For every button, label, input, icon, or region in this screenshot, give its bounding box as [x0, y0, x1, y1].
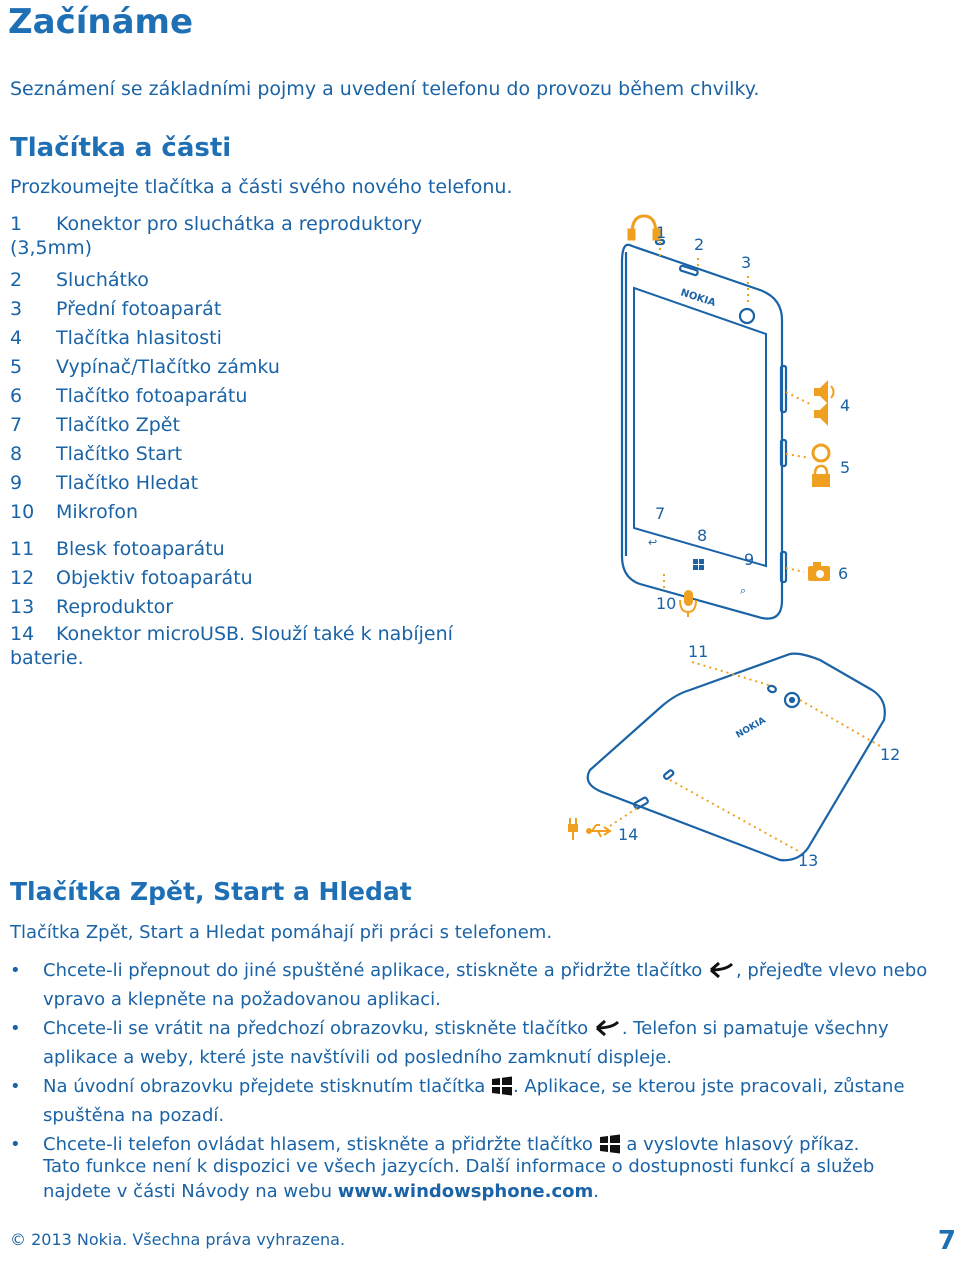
windowsphone-link[interactable]: www.windowsphone.com: [337, 1181, 594, 1202]
callout-11: 11: [688, 642, 709, 661]
list-item: 9 Tlačítko Hledat: [10, 472, 199, 494]
callout-1: 1: [656, 223, 667, 242]
power-icon: [813, 445, 829, 461]
callout-5: 5: [840, 458, 851, 477]
front-camera: [740, 309, 754, 323]
list-item: 14 Konektor microUSB. Slouží také k nabíjení baterie.: [10, 623, 453, 669]
list-item: 11 Blesk fotoaparátu: [10, 538, 225, 560]
bullet-dot: •: [10, 1076, 21, 1097]
usb-icon: [586, 825, 610, 837]
callout-10: 10: [656, 594, 677, 613]
callout-3: 3: [741, 253, 752, 272]
tips-list: [10, 958, 955, 1165]
lock-icon: [812, 466, 830, 487]
list-item: 1 Konektor pro sluchátka a reproduktory (3,5mm): [10, 213, 423, 259]
camera-icon: [808, 562, 830, 581]
headphones-icon: [629, 216, 659, 239]
camera-button: [781, 552, 786, 582]
section-lead: Tlačítka Zpět, Start a Hledat pomáhají při práci s telefonem.: [10, 922, 553, 943]
volume-up-icon: [814, 380, 828, 404]
list-item: • Chcete-li telefon ovládat hlasem, stiskněte a přidržte tlačítko a vyslovte hlasový příkaz.: [10, 1132, 955, 1161]
list-item: 13 Reproduktor: [10, 596, 174, 618]
microphone-icon: [680, 590, 696, 617]
flash: [767, 685, 777, 693]
section-heading-buttons: Tlačítka Zpět, Start a Hledat: [10, 877, 412, 906]
power-button: [781, 440, 786, 466]
phone-screen: [634, 288, 766, 566]
intro-text: Seznámení se základními pojmy a uvedení telefonu do provozu během chvilky.: [10, 78, 760, 100]
charger-icon: [568, 818, 578, 840]
phone-diagram: [540, 200, 960, 880]
callout-14: 14: [618, 825, 639, 844]
list-item: 10 Mikrofon: [10, 501, 139, 523]
list-item: • Chcete-li přepnout do jiné spuštěné aplikace, stiskněte a přidržte tlačítko , přejeďte vlevo nebo vpravo a klepněte na požadovanou aplikaci.: [10, 960, 928, 1010]
callout-4: 4: [840, 396, 851, 415]
page-title: Začínáme: [8, 2, 194, 42]
brand-back: NOKIA: [734, 715, 768, 741]
list-item: 12 Objektiv fotoaparátu: [10, 567, 253, 589]
section-heading-parts: Tlačítka a části: [10, 133, 232, 163]
volume-buttons: [781, 366, 786, 412]
bullet-dot: •: [10, 1018, 21, 1039]
page-number: 7: [937, 1226, 956, 1256]
copyright-footer: © 2013 Nokia. Všechna práva vyhrazena.: [10, 1230, 346, 1249]
callout-13: 13: [798, 851, 819, 870]
list-item: 3 Přední fotoaparát: [10, 298, 222, 320]
callout-6: 6: [838, 564, 849, 583]
volume-down-icon: [814, 402, 828, 426]
callout-12: 12: [880, 745, 901, 764]
callout-8: 8: [697, 526, 708, 545]
list-item: 2 Sluchátko: [10, 269, 149, 291]
callout-2: 2: [694, 235, 705, 254]
start-glyph: [693, 559, 704, 570]
back-icon: [708, 960, 736, 987]
windows-start-icon: [491, 1076, 513, 1103]
parts-list: [10, 212, 480, 676]
list-item: • Chcete-li se vrátit na předchozí obrazovku, stiskněte tlačítko . Telefon si pamatuje všechny aplikace a weby, které jste navštívili od posledního zamknutí displeje.: [10, 1018, 889, 1068]
bullet-dot: •: [10, 960, 21, 981]
brand-front: NOKIA: [679, 287, 717, 310]
bullet-dot: •: [10, 1134, 21, 1155]
search-glyph: ⌕: [740, 584, 747, 597]
availability-note: Tato funkce není k dispozici ve všech jazycích. Další informace o dostupnosti funkcí a služeb najdete v části Návody na webu www.windowsphone.com.: [43, 1156, 875, 1202]
list-item: 6 Tlačítko fotoaparátu: [10, 385, 248, 407]
list-item: 5 Vypínač/Tlačítko zámku: [10, 356, 280, 378]
back-glyph: ↩: [648, 536, 658, 549]
callout-7: 7: [655, 504, 666, 523]
callout-9: 9: [744, 550, 755, 569]
back-icon: [594, 1018, 622, 1045]
loudspeaker: [663, 769, 674, 779]
list-item: 8 Tlačítko Start: [10, 443, 183, 465]
list-item: • Na úvodní obrazovku přejdete stisknutím tlačítka . Aplikace, se kterou jste pracovali, zůstane spuštěna na pozadí.: [10, 1076, 905, 1126]
usb-port: [633, 797, 648, 809]
list-item: 7 Tlačítko Zpět: [10, 414, 180, 436]
list-item: 4 Tlačítka hlasitosti: [10, 327, 222, 349]
section-subtitle: Prozkoumejte tlačítka a části svého nového telefonu.: [10, 176, 513, 198]
